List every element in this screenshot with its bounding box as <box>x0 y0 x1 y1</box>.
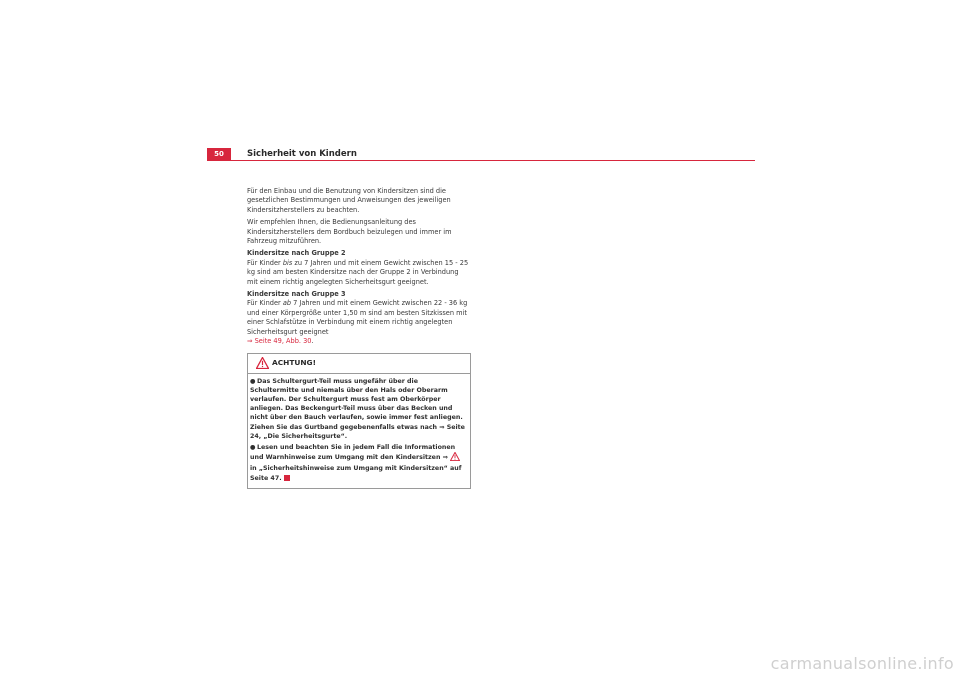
chapter-title: Sicherheit von Kindern <box>247 149 357 159</box>
warning-triangle-icon <box>256 357 269 372</box>
page-header <box>207 148 755 162</box>
paragraph-recommendation: Wir empfehlen Ihnen, die Bedienungsanleitung des Kindersitzherstellers dem Bordbuch beizulegen und immer im Fahrzeug mitzuführen. <box>247 218 452 246</box>
warning-body <box>248 374 470 488</box>
bullet-icon: ● <box>250 443 256 451</box>
heading-group-3: Kindersitze nach Gruppe 3 <box>247 290 346 299</box>
heading-group-2: Kindersitze nach Gruppe 2 <box>247 249 346 258</box>
page-reference-link[interactable]: ⇒ Seite 49, Abb. 30 <box>247 337 312 346</box>
watermark: carmanualsonline.info <box>770 654 954 673</box>
paragraph-group-3: Für Kinder ab 7 Jahren und mit einem Gewicht zwischen 22 - 36 kg und einer Körpergröße unter 1,50 m sind am besten Sitzkissen mit einer Schlafstütze in Verbindung mit einem richtig angelegten Sicherheitsgurt geeignet ⇒ Seite 49, Abb. 30. <box>247 299 468 346</box>
main-text <box>247 187 471 489</box>
warning-title: ACHTUNG! <box>272 357 316 367</box>
header-divider <box>207 160 755 161</box>
section-end-marker <box>284 475 290 481</box>
paragraph-group-2: Für Kinder bis zu 7 Jahren und mit einem Gewicht zwischen 15 - 25 kg sind am besten Kindersitze nach der Gruppe 2 in Verbindung mit einem richtig angelegten Sicherheitsgurt geeignet. <box>247 258 469 286</box>
warning-triangle-icon <box>450 452 460 464</box>
paragraph-installation: Für den Einbau und die Benutzung von Kindersitzen sind die gesetzlichen Bestimmungen und Anweisungen des jeweiligen Kindersitzherstellers zu beachten. <box>247 187 451 214</box>
warning-box <box>247 353 471 489</box>
page-number: 50 <box>207 148 231 161</box>
bullet-icon: ● <box>250 377 256 385</box>
warning-item: ● Das Schultergurt-Teil muss ungefähr über die Schultermitte und niemals über den Hals oder Oberarm verlaufen. Der Schultergurt muss fest am Oberkörper anliegen. Das Beckengurt-Teil muss über das Becken und nicht über den Bauch verlaufen, sowie immer fest anliegen. Ziehen Sie das Gurtband gegebenenfalls etwas nach ⇒ Seite 24, „Die Sicherheitsgurte“. <box>250 377 465 440</box>
warning-header <box>248 354 470 374</box>
warning-item: ● Lesen und beachten Sie in jedem Fall die Informationen und Warnhinweise zum Umgang mit den Kindersitzen ⇒ in „Sicherheitshinweise zum Umgang mit Kindersitzen“ auf Seite 47. <box>250 443 462 482</box>
